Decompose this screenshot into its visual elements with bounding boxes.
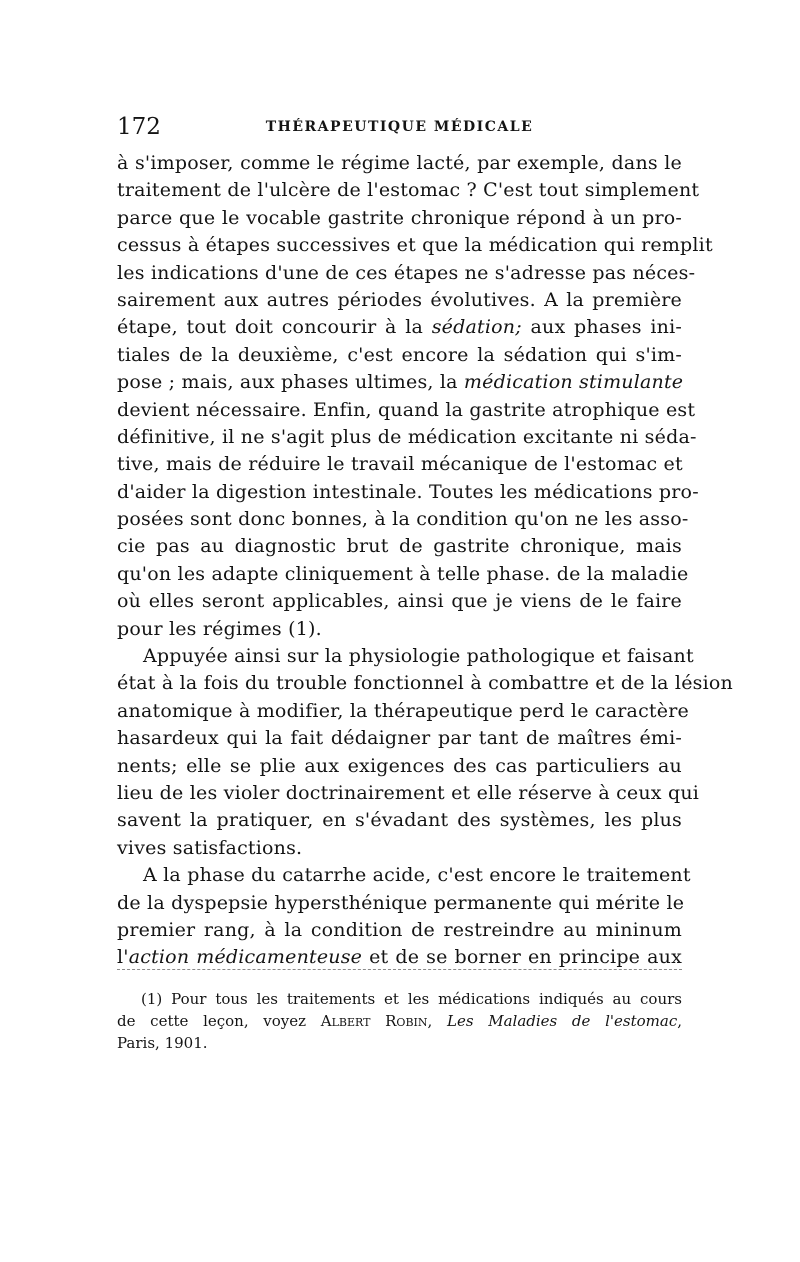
text-line (117, 670, 733, 697)
text-segment: de cette leçon, voyez (117, 1012, 321, 1030)
footnote-line (117, 988, 682, 1010)
text-line (117, 150, 682, 177)
text-segment: aux phases ini- (521, 316, 682, 339)
text-segment: hasardeux qui la fait dédaigner par tant de maîtres émi- (117, 727, 682, 750)
text-line (117, 616, 682, 643)
text-segment: qu'on les adapte cliniquement à telle phase. de la maladie (117, 562, 689, 585)
text-segment: parce que le vocable gastrite chronique répond à un pro- (117, 206, 682, 229)
footnote-line (117, 1032, 682, 1054)
italic-text: sédation; (431, 316, 522, 339)
text-line (117, 506, 689, 533)
text-line (117, 862, 691, 889)
text-segment: cie pas au diagnostic brut de gastrite chronique, mais (117, 535, 682, 558)
running-title: THÉRAPEUTIQUE MÉDICALE (265, 119, 534, 135)
text-segment: (1) Pour tous les traitements et les médications indiqués au cours (141, 990, 682, 1008)
text-segment: , (427, 1012, 447, 1030)
text-segment: tive, mais de réduire le travail mécanique de l'estomac et (117, 453, 683, 476)
text-segment: pose ; mais, aux phases ultimes, la (117, 371, 464, 394)
text-segment: sairement aux autres périodes évolutives. A la première (117, 288, 682, 311)
text-segment: et de se borner en principe aux (362, 946, 682, 969)
text-segment: d'aider la digestion intestinale. Toutes les médications pro- (117, 480, 699, 503)
text-line (117, 835, 682, 862)
text-line (117, 177, 700, 204)
text-line (117, 917, 682, 944)
author-name: Albert Robin (320, 1012, 428, 1030)
text-line (117, 944, 682, 971)
text-line (117, 890, 685, 917)
text-segment: cessus à étapes successives et que la médication qui remplit (117, 234, 713, 257)
text-segment: devient nécessaire. Enfin, quand la gastrite atrophique est (117, 398, 696, 421)
text-line (117, 753, 682, 780)
text-line (117, 643, 694, 670)
text-segment: A la phase du catarrhe acide, c'est encore le traitement (143, 864, 691, 887)
text-segment: étape, tout doit concourir à la (117, 316, 432, 339)
text-segment: Appuyée ainsi sur la physiologie pathologique et faisant (143, 645, 694, 668)
text-line (117, 725, 682, 752)
italic-text: action médicamenteuse (128, 946, 363, 969)
text-segment: de la dyspepsie hypersthénique permanente qui mérite le (117, 891, 685, 914)
text-segment: vives satisfactions. (117, 836, 303, 859)
text-segment: où elles seront applicables, ainsi que je viens de le faire (117, 590, 682, 613)
text-segment: traitement de l'ulcère de l'estomac ? C'est tout simplement (117, 179, 700, 202)
italic-text: Les Maladies de l'estomac (446, 1012, 678, 1030)
text-segment: Paris, 1901. (117, 1034, 208, 1052)
text-segment: à s'imposer, comme le régime lacté, par exemple, dans le (117, 152, 682, 174)
text-line (117, 479, 699, 506)
text-segment: posées sont donc bonnes, à la condition qu'on ne les asso- (117, 508, 689, 531)
text-line (117, 314, 682, 341)
text-line (117, 780, 700, 807)
text-line (117, 369, 682, 396)
text-line (117, 698, 689, 725)
text-segment: , (677, 1012, 682, 1030)
text-line (117, 287, 682, 314)
text-segment: premier rang, à la condition de restreindre au mininum (117, 918, 682, 941)
text-line (117, 807, 682, 834)
text-segment: l' (117, 946, 129, 969)
text-segment: pour les régimes (1). (117, 617, 322, 640)
text-line (117, 342, 682, 369)
text-line (117, 424, 697, 451)
footnote-separator (117, 969, 682, 970)
page-header (117, 112, 682, 142)
text-segment: nents; elle se plie aux exigences des cas particuliers au (117, 754, 682, 777)
text-segment: lieu de les violer doctrinairement et elle réserve à ceux qui (117, 781, 700, 804)
italic-text: médication stimulante (463, 371, 684, 394)
text-segment: définitive, il ne s'agit plus de médication excitante ni séda- (117, 425, 697, 448)
text-segment: anatomique à modifier, la thérapeutique perd le caractère (117, 699, 689, 722)
body-text (117, 150, 733, 972)
text-segment: les indications d'une de ces étapes ne s'adresse pas néces- (117, 261, 696, 284)
text-line (117, 561, 689, 588)
text-segment: savent la pratiquer, en s'évadant des systèmes, les plus (117, 809, 682, 832)
text-line (117, 451, 682, 478)
text-line (117, 397, 696, 424)
text-line (117, 232, 713, 259)
text-segment: état à la fois du trouble fonctionnel à combattre et de la lésion (117, 672, 733, 695)
text-line (117, 205, 682, 232)
text-line (117, 588, 682, 615)
text-line (117, 260, 696, 287)
page-number: 172 (117, 114, 161, 140)
text-line (117, 533, 682, 560)
text-segment: tiales de la deuxième, c'est encore la sédation qui s'im- (117, 343, 682, 366)
footnote-line (117, 1010, 682, 1032)
footnote (117, 988, 682, 1054)
